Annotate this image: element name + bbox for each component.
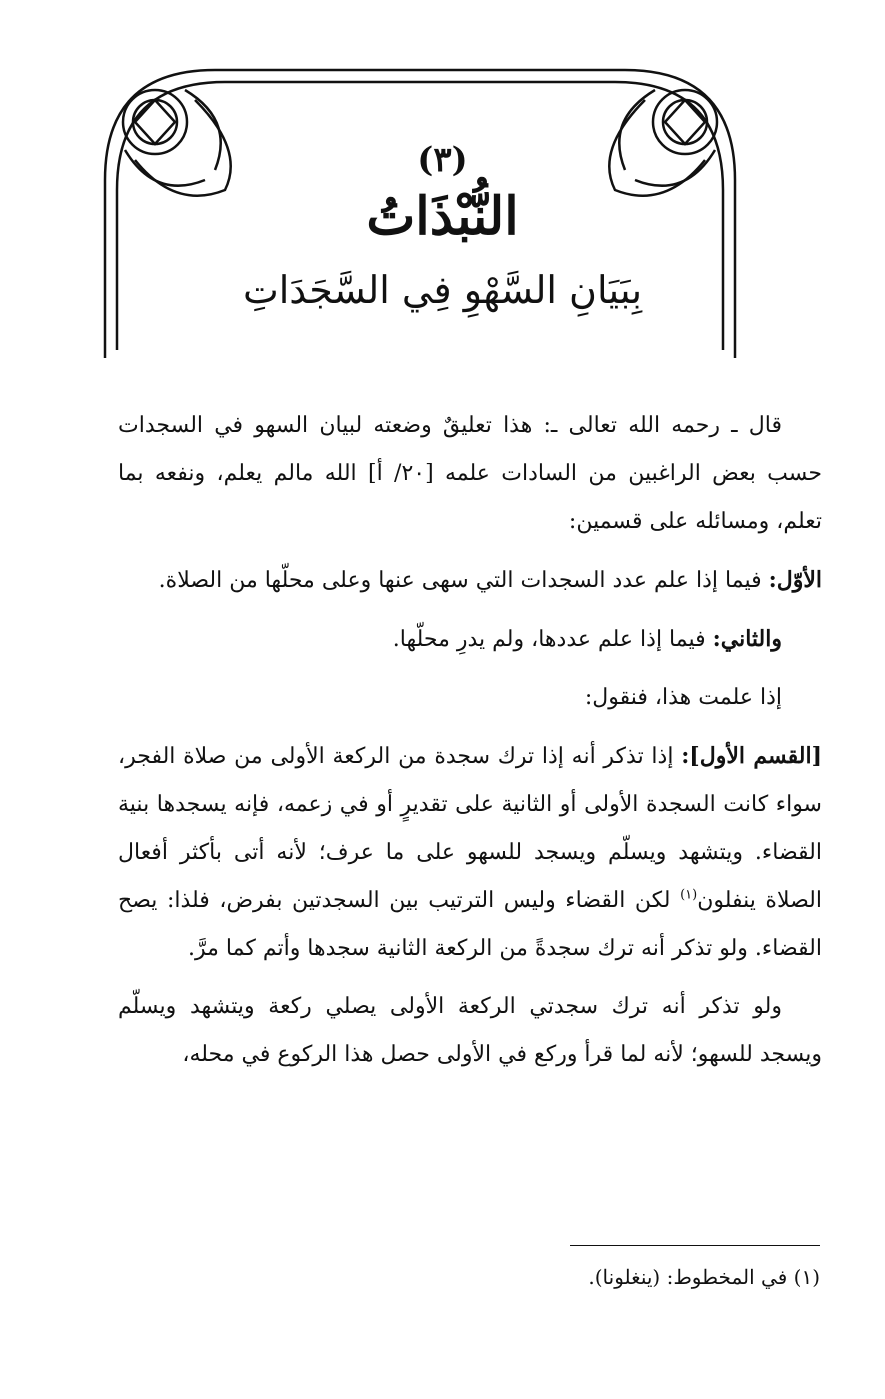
- paragraph: [118, 732, 822, 973]
- paragraph-text: فيما إذا علم عدد السجدات التي سهى عنها وعلى محلّها من الصلاة.: [158, 568, 762, 593]
- paragraph-lead: [القسم الأول]:: [681, 743, 823, 769]
- paragraph: [118, 556, 822, 605]
- footnote-reference: (١): [680, 887, 698, 903]
- chapter-title: النُّبْذَاتُ: [366, 186, 519, 247]
- paragraph-lead: الأوّل:: [768, 567, 822, 593]
- paragraph: [118, 615, 822, 664]
- paragraph-text: فيما إذا علم عددها، ولم يدرِ محلّها.: [392, 627, 706, 652]
- footnote-number: (١): [793, 1265, 820, 1289]
- footnote-text: في المخطوط: (ينغلونا).: [588, 1265, 788, 1289]
- footnote-divider: [570, 1245, 820, 1246]
- paragraph: [118, 674, 822, 722]
- paragraph-text: إذا علمت هذا، فنقول:: [584, 685, 782, 710]
- paragraph-lead: والثاني:: [712, 626, 782, 652]
- paragraph-text: إذا تذكر أنه إذا ترك سجدة من الركعة الأولى من صلاة الفجر، سواء كانت السجدة الأولى أو الثانية على تقديرٍ أو في زعمه، فإنه يسجدها بنية القضاء. ويتشهد ويسلّم ويسجد للسهو على ما عرف؛ لأنه أتى بأكثر أفعال الصلاة ينفلون: [118, 744, 822, 913]
- paragraph-text: ولو تذكر أنه ترك سجدتي الركعة الأولى يصلي ركعة ويتشهد ويسلّم ويسجد للسهو؛ لأنه لما قرأ وركع في الأولى حصل هذا الركوع في محله،: [118, 994, 822, 1067]
- paragraph: [118, 402, 822, 546]
- paragraph: [118, 983, 822, 1079]
- paragraph-text: لكن القضاء وليس الترتيب بين السجدتين بفرض، فلذا: يصح القضاء. ولو تذكر أنه ترك سجدةً من الركعة الثانية سجدها وأتم كما مرَّ.: [118, 888, 822, 961]
- body-text: [118, 402, 822, 1089]
- chapter-number: (٣): [417, 140, 468, 180]
- footnote: [120, 1262, 820, 1292]
- paragraph-text: قال ـ رحمه الله تعالى ـ: هذا تعليقٌ وضعته لبيان السهو في السجدات حسب بعض الراغبين من السادات علمه [٢٠/ أ] الله مالم يعلم، ونفعه بما تعلم، ومسائله على قسمين:: [118, 413, 822, 534]
- chapter-subtitle: بِبَيَانِ السَّهْوِ فِي السَّجَدَاتِ: [242, 268, 643, 312]
